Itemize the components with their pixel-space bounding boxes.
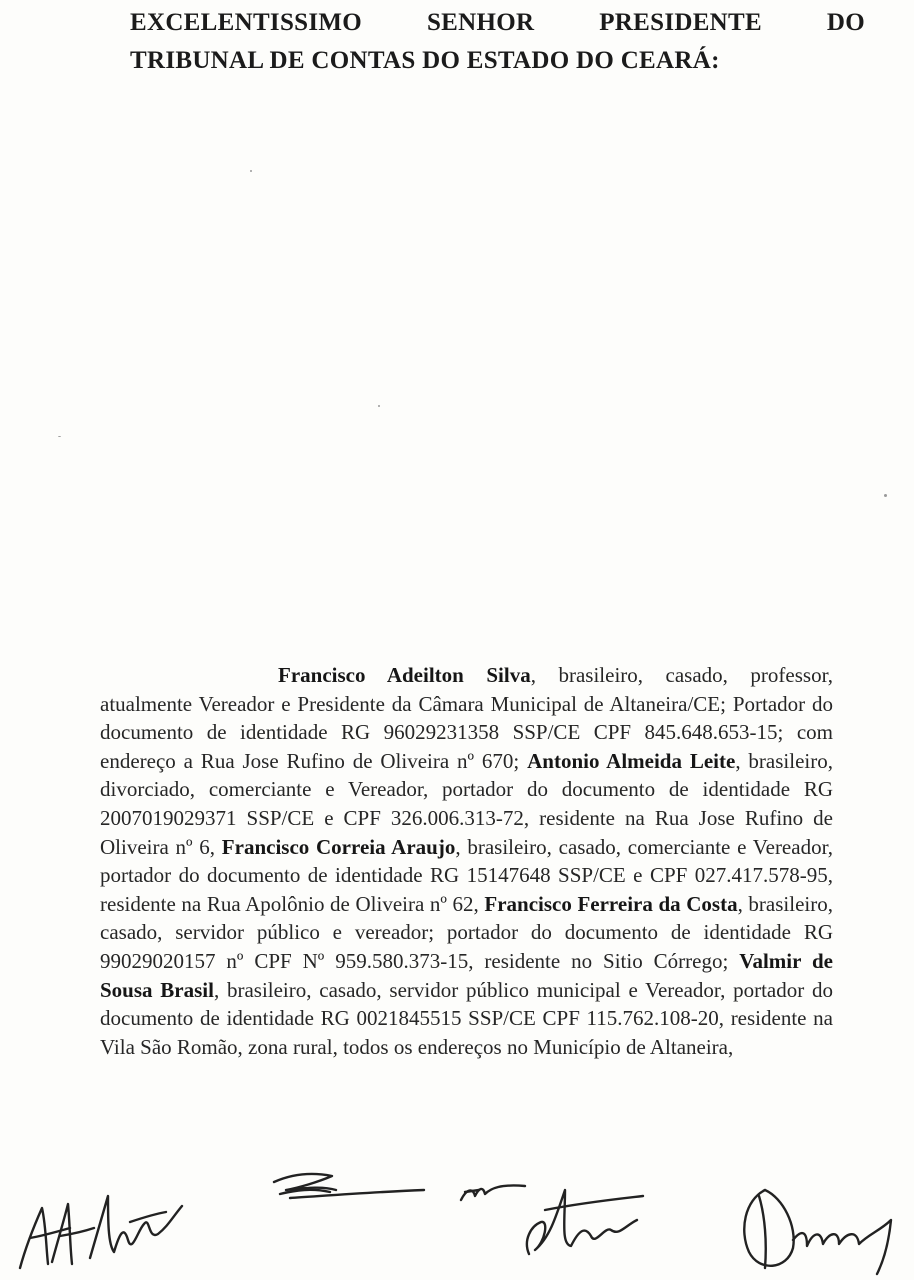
scan-speck — [884, 494, 887, 497]
paragraph-text: , brasileiro, casado, professor, atualmente Vereador e Presidente da Câmara Municipal de Altaneira/CE; Portador do documento de identidade RG 96029231358 SSP/CE CPF 845.648.653-15; com endereço a Rua Jose Rufino de Oliveira nº 670; — [100, 663, 833, 773]
paragraph-text: , brasileiro, divorciado, comerciante e Vereador, portador do documento de identidade RG 2007019029371 SSP/CE e CPF 326.006.313-72, residente na Rua Jose Rufino de Oliveira nº 6, — [100, 748, 833, 859]
signature-2 — [262, 1160, 432, 1230]
addressee-heading — [130, 4, 865, 80]
name-francisco-correia: Francisco Correia Araujo — [221, 834, 456, 859]
signature-row — [0, 1160, 914, 1280]
signature-4 — [515, 1160, 655, 1270]
scan-speck — [378, 405, 380, 407]
signature-5 — [735, 1160, 905, 1280]
paragraph-text: , brasileiro, casado, servidor público municipal e Vereador, portador do documento de identidade RG 0021845515 SSP/CE CPF 115.762.108-20, residente na Vila São Romão, zona rural, todos os endereços no Município de Altaneira, — [100, 977, 833, 1059]
addressee-line-1 — [130, 4, 865, 42]
scan-speck — [250, 170, 252, 172]
addressee-word: SENHOR — [426, 9, 535, 36]
signature-1 — [12, 1160, 202, 1280]
name-francisco-adeilton: Francisco Adeilton Silva — [278, 663, 531, 687]
addressee-word: EXCELENTISSIMO — [130, 9, 363, 36]
addressee-word: DO — [826, 9, 865, 36]
paragraph-text: , brasileiro, casado, servidor público e vereador; portador do documento de identidade RG 99029020157 nº CPF Nº 959.580.373-15, residente no Sitio Córrego; — [100, 891, 833, 973]
qualification-paragraph — [100, 661, 833, 1061]
addressee-line-2: TRIBUNAL DE CONTAS DO ESTADO DO CEARÁ: — [130, 47, 720, 74]
name-valmir-brasil: Valmir de Sousa Brasil — [100, 948, 833, 1002]
name-antonio-almeida: Antonio Almeida Leite — [527, 748, 736, 773]
scan-speck — [58, 436, 61, 437]
addressee-word: PRESIDENTE — [599, 9, 762, 36]
paragraph-text: , brasileiro, casado, comerciante e Vereador, portador do documento de identidade RG 15147648 SSP/CE e CPF 027.417.578-95, residente na Rua Apolônio de Oliveira nº 62, — [100, 834, 833, 916]
name-francisco-ferreira: Francisco Ferreira da Costa — [484, 891, 738, 916]
